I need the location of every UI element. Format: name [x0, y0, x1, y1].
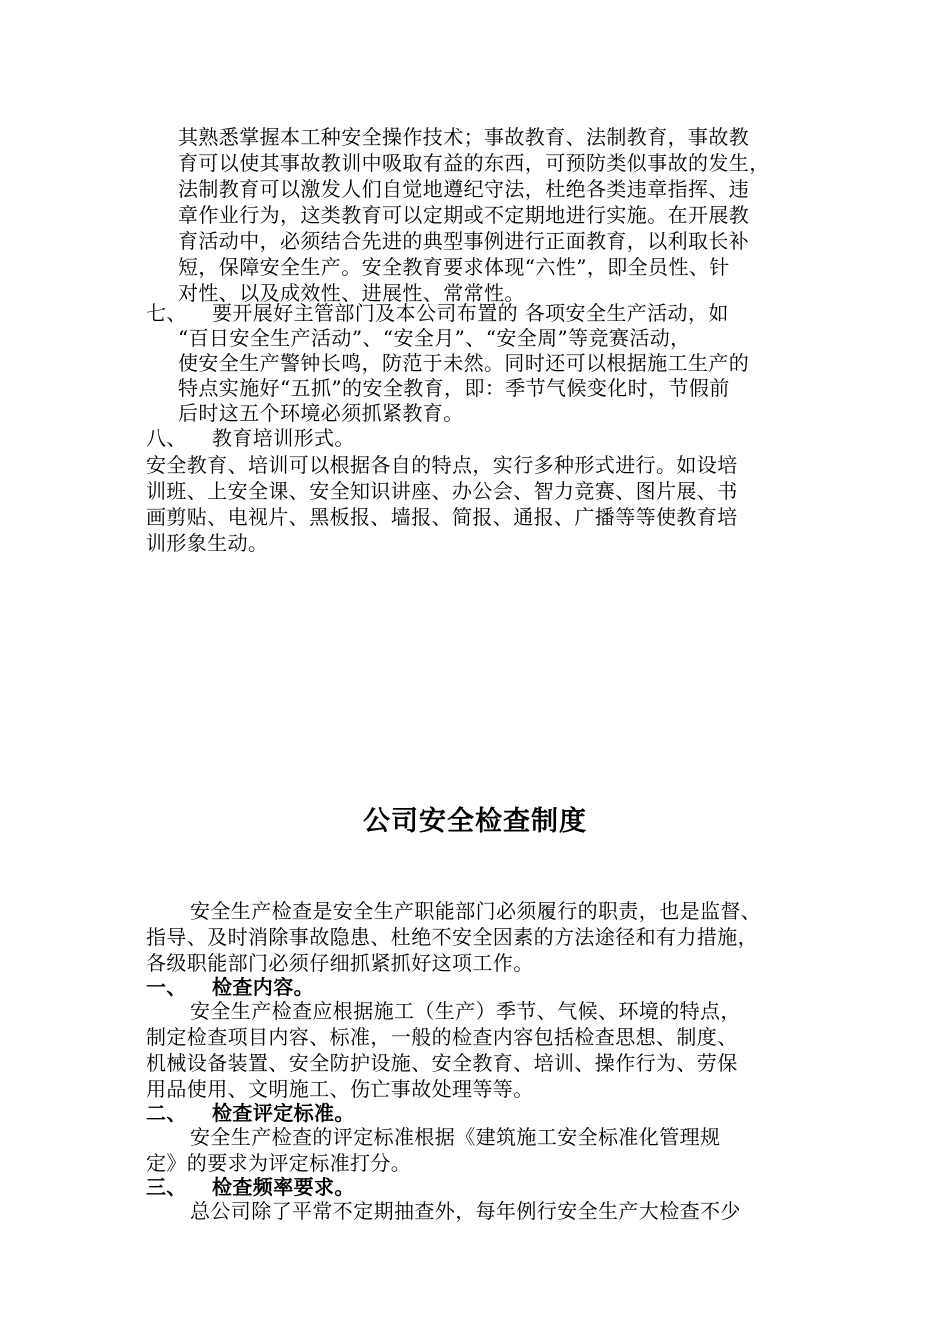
list-item-number: 八、: [146, 426, 187, 450]
paragraph-line: 安全教育、培训可以根据各自的特点，实行多种形式进行。如设培: [146, 453, 738, 477]
list-item-title: 教育培训形式。: [212, 426, 355, 450]
paragraph-line: 定》的要求为评定标准打分。: [146, 1151, 412, 1175]
list-item-title: 检查内容。: [212, 975, 314, 999]
paragraph-line: 要开展好主管部门及本公司布置的 各项安全生产活动，如: [212, 301, 729, 325]
paragraph-line: 训形象生动。: [146, 531, 269, 555]
paragraph-line: 安全生产检查应根据施工（生产）季节、气候、环境的特点，: [190, 999, 741, 1023]
list-item-number: 一、: [146, 975, 187, 999]
paragraph-line: 育活动中，必须结合先进的典型事例进行正面教育，以利取长补: [178, 229, 750, 253]
paragraph-line: 画剪贴、电视片、黑板报、墙报、简报、通报、广播等等使教育培: [146, 505, 738, 529]
list-item-number: 三、: [146, 1175, 187, 1199]
paragraph-line: 对性、以及成效性、进展性、常常性。: [178, 281, 525, 305]
paragraph-line: 安全生产检查的评定标准根据《建筑施工安全标准化管理规: [190, 1125, 721, 1149]
paragraph-line: 特点实施好“五抓”的安全教育，即：季节气候变化时，节假前: [178, 376, 730, 400]
paragraph-line: 安全生产检查是安全生产职能部门必须履行的职责，也是监督、: [190, 899, 762, 923]
paragraph-line: 章作业行为，这类教育可以定期或不定期地进行实施。在开展教: [178, 203, 750, 227]
paragraph-line: 育可以使其事故教训中吸取有益的东西，可预防类似事故的发生，: [178, 151, 770, 175]
paragraph-line: 总公司除了平常不定期抽查外，每年例行安全生产大检查不少: [190, 1199, 741, 1223]
list-item-title: 检查评定标准。: [212, 1101, 355, 1125]
list-item-title: 检查频率要求。: [212, 1175, 355, 1199]
list-item-number: 二、: [146, 1101, 187, 1125]
paragraph-line: 训班、上安全课、安全知识讲座、办公会、智力竞赛、图片展、书: [146, 479, 738, 503]
list-item-number: 七、: [146, 301, 187, 325]
paragraph-line: 法制教育可以激发人们自觉地遵纪守法，杜绝各类违章指挥、违: [178, 177, 750, 201]
paragraph-line: 制定检查项目内容、标准，一般的检查内容包括检查思想、制度、: [146, 1025, 738, 1049]
section-title: 公司安全检查制度: [363, 806, 587, 837]
paragraph-line: “百日安全生产活动”、“安全月”、“安全周”等竞赛活动，: [178, 326, 691, 350]
paragraph-line: 用品使用、文明施工、伤亡事故处理等等。: [146, 1077, 534, 1101]
paragraph-line: 其熟悉掌握本工种安全操作技术；事故教育、法制教育，事故教: [178, 125, 750, 149]
paragraph-line: 使安全生产警钟长鸣，防范于未然。同时还可以根据施工生产的: [178, 351, 750, 375]
paragraph-line: 后时这五个环境必须抓紧教育。: [178, 401, 464, 425]
paragraph-line: 短，保障安全生产。安全教育要求体现“六性”，即全员性、针: [178, 255, 730, 279]
paragraph-line: 机械设备装置、安全防护设施、安全教育、培训、操作行为、劳保: [146, 1051, 738, 1075]
paragraph-line: 各级职能部门必须仔细抓紧抓好这项工作。: [146, 951, 534, 975]
paragraph-line: 指导、及时消除事故隐患、杜绝不安全因素的方法途径和有力措施，: [146, 925, 758, 949]
